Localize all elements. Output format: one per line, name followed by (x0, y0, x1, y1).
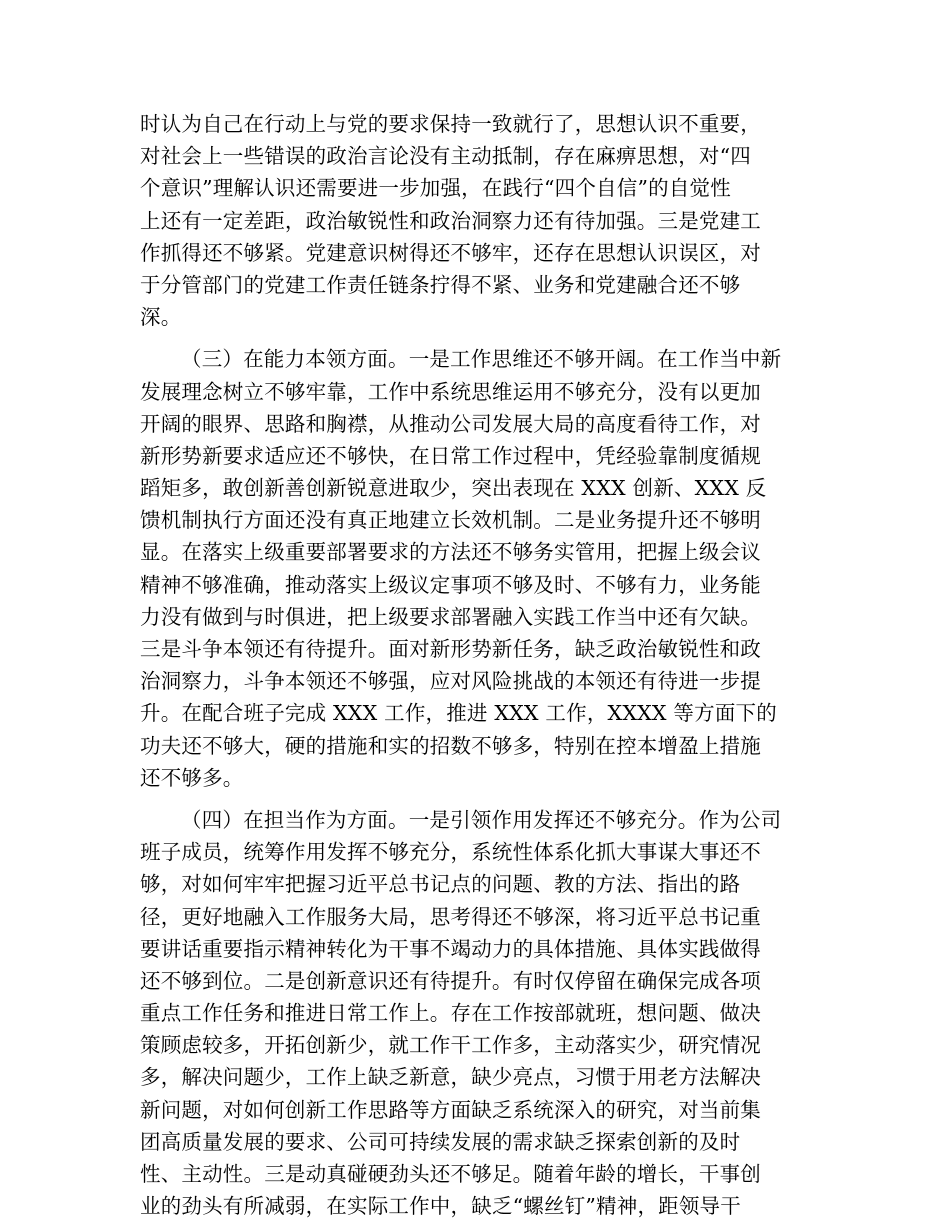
text-line: 还不够多。 (140, 765, 244, 790)
paragraph-ability-skills (140, 343, 820, 794)
paragraph-political-awareness-continued (140, 108, 820, 333)
text-line: 精神不够准确，推动落实上级议定事项不够及时、不够有力，业务能 (140, 572, 761, 597)
text-line: 治洞察力，斗争本领还不够强，应对风险挑战的本领还有待进一步提 (140, 669, 761, 694)
text-line: 团高质量发展的要求、公司可持续发展的需求缺乏探索创新的及时 (140, 1129, 741, 1154)
text-line: 性、主动性。三是动真碰硬劲头还不够足。随着年龄的增长，干事创 (140, 1162, 761, 1186)
text-line: 开阔的眼界、思路和胸襟，从推动公司发展大局的高度看待工作，对 (140, 411, 761, 436)
text-line: 重点工作任务和推进日常工作上。存在工作按部就班，想问题、做决 (140, 1001, 761, 1026)
text-line: 馈机制执行方面还没有真正地建立长效机制。二是业务提升还不够明 (140, 508, 761, 533)
text-line: 径，更好地融入工作服务大局，思考得还不够深，将习近平总书记重 (140, 904, 761, 929)
text-line: 够，对如何牢牢把握习近平总书记点的问题、教的方法、指出的路 (140, 872, 741, 897)
text-line: （四）在担当作为方面。一是引领作用发挥还不够充分。作为公司 (181, 807, 782, 832)
text-line: 作抓得还不够紧。党建意识树得还不够牢，还存在思想认识误区，对 (140, 240, 761, 265)
paragraph-responsibility (140, 804, 820, 1222)
text-line: 力没有做到与时俱进，把上级要求部署融入实践工作当中还有欠缺。 (140, 604, 761, 629)
text-line: 班子成员，统筹作用发挥不够充分，系统性体系化抓大事谋大事还不 (140, 840, 761, 865)
text-line: 于分管部门的党建工作责任链条拧得不紧、业务和党建融合还不够 (140, 272, 741, 297)
text-line: 蹈矩多，敢创新善创新锐意进取少，突出表现在 XXX 创新、XXX 反 (140, 476, 767, 501)
text-line: 业的劲头有所减弱，在实际工作中，缺乏“螺丝钉”精神，距领导干 (140, 1194, 741, 1219)
text-line: 显。在落实上级重要部署要求的方法还不够务实管用，把握上级会议 (140, 540, 761, 565)
text-line: 多，解决问题少，工作上缺乏新意，缺少亮点，习惯于用老方法解决 (140, 1065, 761, 1090)
text-line: 要讲话重要指示精神转化为干事不竭动力的具体措施、具体实践做得 (140, 936, 761, 961)
text-line: 新问题，对如何创新工作思路等方面缺乏系统深入的研究，对当前集 (140, 1097, 761, 1122)
text-line: 三是斗争本领还有待提升。面对新形势新任务，缺乏政治敏锐性和政 (140, 637, 761, 661)
text-line: 还不够到位。二是创新意识还有待提升。有时仅停留在确保完成各项 (140, 968, 761, 993)
text-line: 策顾虑较多，开拓创新少，就工作干工作多，主动落实少，研究情况 (140, 1033, 761, 1058)
text-line: 功夫还不够大，硬的措施和实的招数不够多，特别在控本增盈上措施 (140, 733, 761, 758)
text-line: 升。在配合班子完成 XXX 工作，推进 XXX 工作，XXXX 等方面下的 (140, 701, 777, 726)
text-line: 上还有一定差距，政治敏锐性和政治洞察力还有待加强。三是党建工 (140, 208, 761, 233)
text-line: （三）在能力本领方面。一是工作思维还不够开阔。在工作当中新 (181, 347, 782, 372)
text-line: 时认为自己在行动上与党的要求保持一致就行了，思想认识不重要， (140, 112, 761, 136)
text-line: 个意识”理解认识还需要进一步加强，在践行“四个自信”的自觉性 (140, 176, 731, 201)
text-line: 深。 (140, 305, 182, 330)
text-line: 新形势新要求适应还不够快，在日常工作过程中，凭经验靠制度循规 (140, 443, 761, 468)
document-body (140, 108, 820, 1232)
text-line: 发展理念树立不够牢靠，工作中系统思维运用不够充分，没有以更加 (140, 379, 761, 404)
text-line: 对社会上一些错误的政治言论没有主动抵制，存在麻痹思想，对“四 (140, 144, 751, 169)
